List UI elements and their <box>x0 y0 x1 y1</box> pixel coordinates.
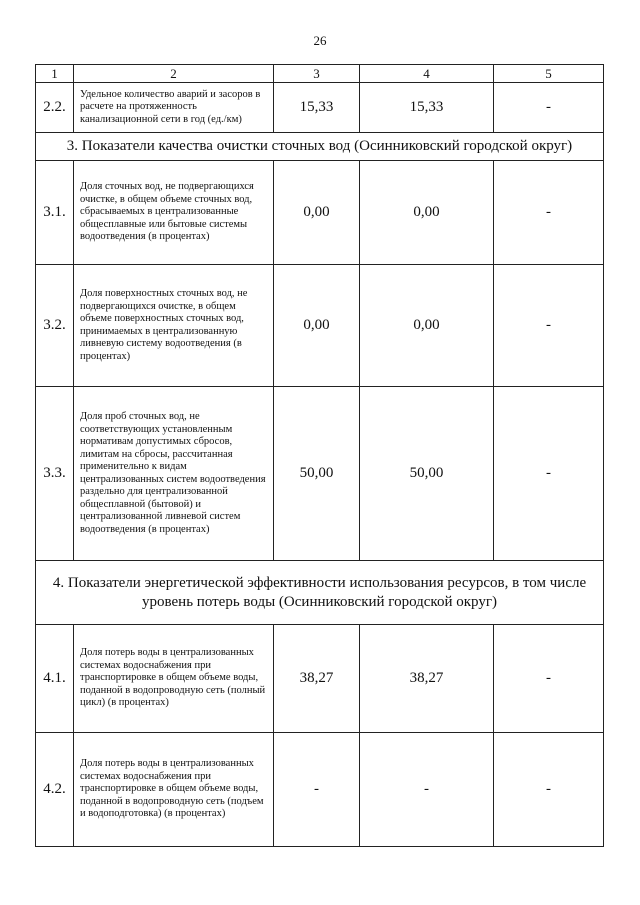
row-number: 3.2. <box>36 265 74 387</box>
row-value-col3: 0,00 <box>274 265 360 387</box>
row-value-col5: - <box>494 625 604 733</box>
column-header-1: 1 <box>36 65 74 83</box>
row-value-col4: 50,00 <box>360 387 494 561</box>
row-value-col5: - <box>494 83 604 133</box>
row-description: Доля потерь воды в централизованных системах водоснабжения при транспортировке в общем объеме воды, поданной в водопроводную сеть (подъем и водоподготовка) (в процентах) <box>74 733 274 847</box>
table-row <box>36 83 604 133</box>
row-number: 4.2. <box>36 733 74 847</box>
row-value-col4: 0,00 <box>360 265 494 387</box>
indicators-table <box>35 64 604 847</box>
row-description: Доля поверхностных сточных вод, не подвергающихся очистке, в общем объеме поверхностных сточных вод, принимаемых в централизованную ливневую систему водоотведения (в процентах) <box>74 265 274 387</box>
section-row <box>36 133 604 161</box>
row-value-col3: 50,00 <box>274 387 360 561</box>
row-value-col5: - <box>494 733 604 847</box>
row-value-col4: 38,27 <box>360 625 494 733</box>
row-value-col4: 15,33 <box>360 83 494 133</box>
row-value-col3: 0,00 <box>274 161 360 265</box>
section-title: 3. Показатели качества очистки сточных вод (Осинниковский городской округ) <box>36 133 604 161</box>
row-number: 3.1. <box>36 161 74 265</box>
section-title: 4. Показатели энергетической эффективности использования ресурсов, в том числе уровень потерь воды (Осинниковский городской округ) <box>36 561 604 625</box>
column-header-5: 5 <box>494 65 604 83</box>
row-description: Удельное количество аварий и засоров в расчете на протяженность канализационной сети в год (ед./км) <box>74 83 274 133</box>
row-description: Доля потерь воды в централизованных системах водоснабжения при транспортировке в общем объеме воды, поданной в водопроводную сеть (полный цикл) (в процентах) <box>74 625 274 733</box>
table-row <box>36 733 604 847</box>
row-value-col5: - <box>494 161 604 265</box>
column-header-2: 2 <box>74 65 274 83</box>
row-value-col5: - <box>494 265 604 387</box>
row-description: Доля проб сточных вод, не соответствующих установленным нормативам допустимых сбросов, лимитам на сбросы, рассчитанная применительно к видам централизованных систем водоотведения раздельно для централизованной общесплавной (бытовой) и централизованной ливневой систем водоотведения (в процентах) <box>74 387 274 561</box>
section-row <box>36 561 604 625</box>
row-number: 3.3. <box>36 387 74 561</box>
row-value-col4: 0,00 <box>360 161 494 265</box>
table-row <box>36 625 604 733</box>
row-value-col4: - <box>360 733 494 847</box>
row-number: 4.1. <box>36 625 74 733</box>
row-number: 2.2. <box>36 83 74 133</box>
table-row <box>36 387 604 561</box>
column-header-3: 3 <box>274 65 360 83</box>
row-value-col3: 38,27 <box>274 625 360 733</box>
page-number: 26 <box>313 33 327 48</box>
table-row <box>36 161 604 265</box>
column-header-4: 4 <box>360 65 494 83</box>
table-header-row <box>36 65 604 83</box>
table-row <box>36 265 604 387</box>
row-value-col3: - <box>274 733 360 847</box>
row-description: Доля сточных вод, не подвергающихся очистке, в общем объеме сточных вод, сбрасываемых в централизованные общесплавные или бытовые системы водоотведения (в процентах) <box>74 161 274 265</box>
row-value-col3: 15,33 <box>274 83 360 133</box>
row-value-col5: - <box>494 387 604 561</box>
